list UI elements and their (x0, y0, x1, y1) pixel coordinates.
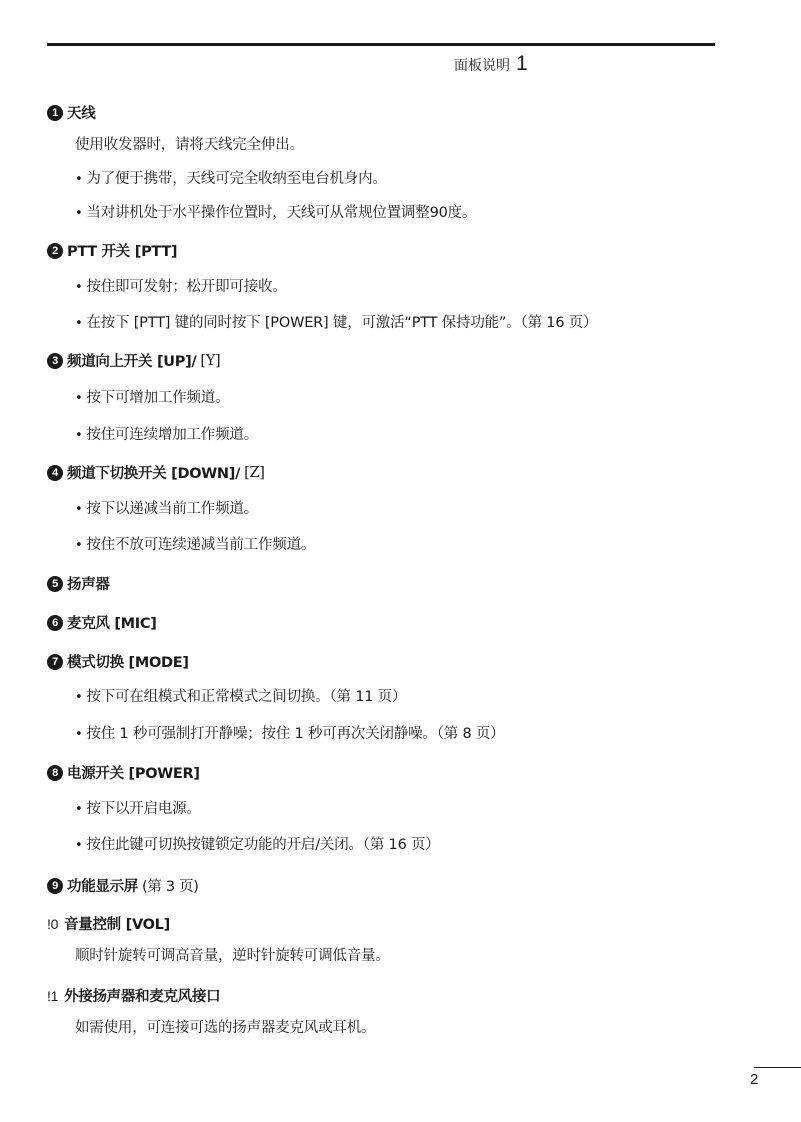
section-heading-antenna (47, 102, 95, 123)
section-title: 音量控制 [VOL] (64, 917, 170, 933)
section-number: 7 (47, 654, 63, 670)
bullet-item: • 按住可连续增加工作频道。 (75, 423, 258, 444)
bullet-item: • 按住不放可连续递减当前工作频道。 (75, 533, 315, 554)
section-number: 8 (47, 765, 63, 781)
section-number: 1 (47, 105, 63, 121)
page-number: 2 (750, 1071, 759, 1088)
footer-rule (754, 1067, 801, 1068)
section-title-suffix: (第 3 页) (142, 879, 199, 895)
section-heading-mic (47, 612, 157, 633)
section-number: 6 (47, 615, 63, 631)
bullet-item: • 在按下 [PTT] 键的同时按下 [POWER] 键，可激活“PTT 保持功能”。（第 16 页） (75, 311, 597, 332)
section-heading-display (47, 875, 199, 896)
section-title: 扬声器 (67, 577, 110, 593)
bullet-item: • 按住即可发射；松开即可接收。 (75, 275, 287, 296)
bullet-item: • 按下可增加工作频道。 (75, 386, 229, 407)
running-header (454, 52, 528, 76)
section-title: 频道下切换开关 [DOWN]/ (67, 466, 241, 482)
section-number: !0 (47, 915, 59, 932)
section-title: 功能显示屏 (67, 879, 138, 895)
bullet-item: • 按下可在组模式和正常模式之间切换。（第 11 页） (75, 685, 406, 706)
bullet-item: • 按住此键可切换按键锁定功能的开启/关闭。（第 16 页） (75, 833, 440, 854)
section-heading-jack (47, 985, 220, 1006)
section-title: 麦克风 [MIC] (67, 616, 157, 632)
section-intro: 如需使用，可连接可选的扬声器麦克风或耳机。 (75, 1020, 376, 1036)
section-number: 4 (47, 465, 63, 481)
section-title: 天线 (67, 106, 96, 122)
top-rule (47, 43, 715, 46)
section-title: 外接扬声器和麦克风接口 (64, 989, 221, 1005)
bullet-item: • 按住 1 秒可强制打开静噪；按住 1 秒可再次关闭静噪。（第 8 页） (75, 722, 505, 743)
section-heading-ptt (47, 240, 177, 261)
section-title: 电源开关 [POWER] (67, 766, 200, 782)
section-heading-mode (47, 651, 189, 672)
section-number: !1 (47, 987, 59, 1004)
section-heading-power (47, 762, 200, 783)
bullet-item: • 按下以开启电源。 (75, 797, 201, 818)
section-title-suffix: [Z] (244, 464, 265, 481)
section-number: 3 (47, 353, 63, 369)
section-heading-speaker (47, 573, 110, 594)
section-number: 9 (47, 878, 63, 894)
section-title-suffix: [Y] (200, 352, 221, 369)
bullet-item: • 当对讲机处于水平操作位置时，天线可从常规位置调整90度。 (75, 201, 476, 222)
bullet-item: • 为了便于携带，天线可完全收纳至电台机身内。 (75, 167, 387, 188)
section-title: PTT 开关 [PTT] (67, 244, 178, 260)
section-intro: 使用收发器时，请将天线完全伸出。 (75, 137, 304, 153)
section-number: 2 (47, 243, 63, 259)
section-heading-channel-down (47, 462, 265, 483)
header-title: 面板说明 (454, 58, 510, 74)
section-heading-channel-up (47, 350, 220, 371)
section-title: 模式切换 [MODE] (67, 655, 189, 671)
bullet-item: • 按下以递减当前工作频道。 (75, 497, 258, 518)
section-heading-volume (47, 913, 170, 934)
chapter-number: 1 (516, 52, 528, 75)
section-intro: 顺时针旋转可调高音量，逆时针旋转可调低音量。 (75, 948, 390, 964)
section-title: 频道向上开关 [UP]/ (67, 354, 197, 370)
section-number: 5 (47, 576, 63, 592)
